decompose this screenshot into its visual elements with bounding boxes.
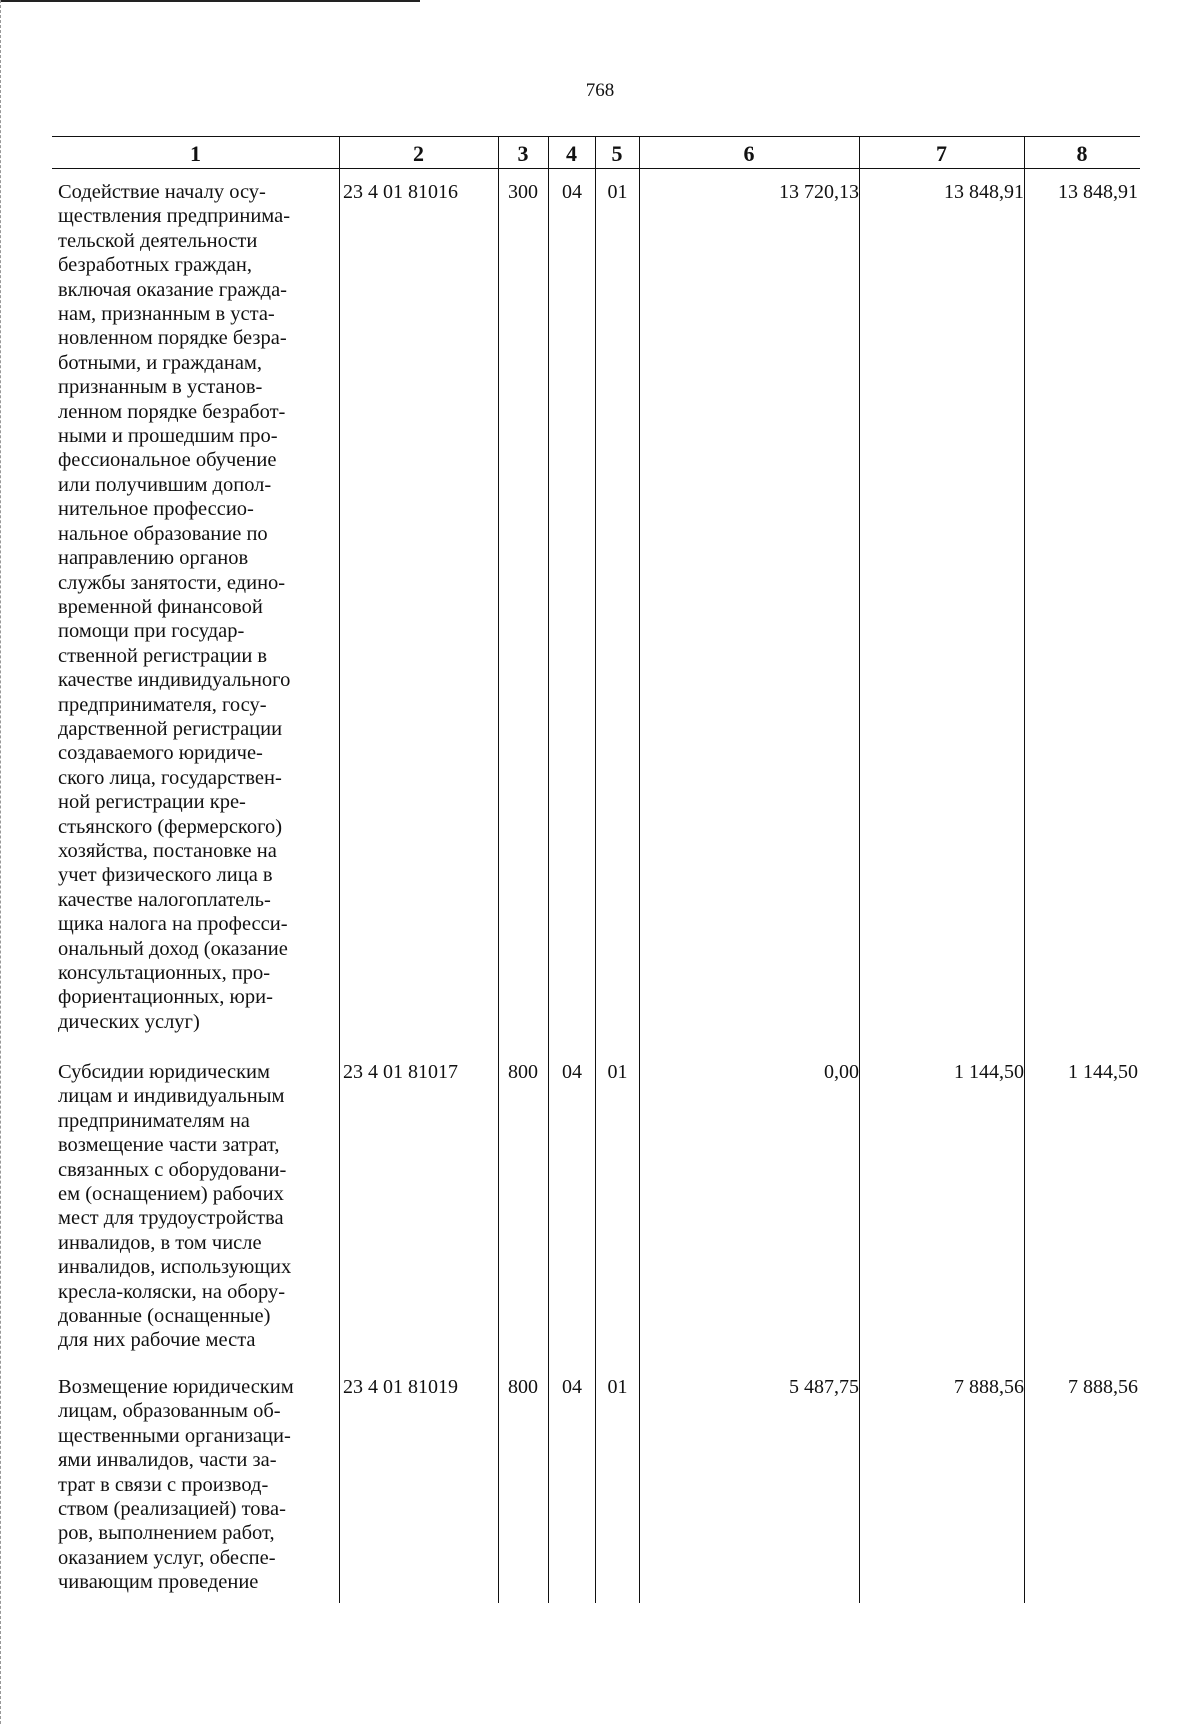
- row-col-8: 13 848,91: [1058, 181, 1138, 203]
- row-description: Возмещение юридическим лицам, образованным об- щественными организаци- ями инвалидов, части за- трат в связи с производ- ством (реализацией) това- ров, выполнением работ, оказанием услуг, обеспе- чивающим проведение: [58, 1376, 294, 1594]
- row-col-5: 01: [607, 1376, 628, 1398]
- header-col-7: 7: [936, 141, 947, 166]
- scan-top-edge: [0, 0, 420, 2]
- header-col-5: 5: [611, 141, 623, 166]
- page-number: 768: [585, 80, 615, 101]
- row-col-7: 1 144,50: [954, 1061, 1024, 1083]
- row-col-3: 800: [508, 1376, 538, 1398]
- row-code: 23 4 01 81016: [343, 181, 458, 203]
- row-col-4: 04: [562, 1376, 582, 1398]
- row-col-8: 1 144,50: [1068, 1061, 1138, 1083]
- row-col-6: 0,00: [824, 1061, 859, 1083]
- budget-table: [52, 136, 1140, 1603]
- row-col-6: 5 487,75: [789, 1376, 859, 1398]
- row-description: Содействие началу осу- ществления предпринима- тельской деятельности безработных граждан, включая оказание гражда- нам, признанным в уста- новленном порядке безра- ботными, и гражданам, признанным в установ- ленном порядке безработ- ными и прошедшим про- фессиональное обучение или получившим допол- нительное профессио- нальное образование по направлению органов службы занятости, едино- временной финансовой помощи при государ- ственной регистрации в качестве индивидуального предпринимателя, госу- дарственной регистрации создаваемого юридиче- ского лица, государствен- ной регистрации кре- стьянского (фермерского) хозяйства, постановке на учет физического лица в качестве налогоплатель- щика налога на професси- ональный доход (оказание консультационных, про- фориентационных, юри- дических услуг): [58, 181, 291, 1033]
- header-col-8: 8: [1076, 141, 1088, 166]
- row-description: Субсидии юридическим лицам и индивидуальным предпринимателям на возмещение части затрат, связанных с оборудовани- ем (оснащением) рабочих мест для трудоустройства инвалидов, в том числе инвалидов, использующих кресла-коляски, на обору- дованные (оснащенные) для них рабочие места: [58, 1061, 292, 1352]
- row-col-8: 7 888,56: [1068, 1376, 1138, 1398]
- row-col-7: 7 888,56: [954, 1376, 1024, 1398]
- row-code: 23 4 01 81017: [343, 1061, 458, 1083]
- table-header-rule: [52, 168, 1140, 169]
- row-code: 23 4 01 81019: [343, 1376, 458, 1398]
- header-col-4: 4: [566, 141, 577, 166]
- row-col-3: 800: [508, 1061, 538, 1083]
- header-col-1: 1: [190, 141, 201, 166]
- scan-left-margin: [0, 0, 3, 1724]
- row-col-5: 01: [607, 181, 628, 203]
- row-col-6: 13 720,13: [779, 181, 859, 203]
- table-top-rule: [52, 136, 1140, 137]
- row-col-4: 04: [562, 181, 582, 203]
- header-col-2: 2: [413, 141, 424, 166]
- row-col-4: 04: [562, 1061, 582, 1083]
- header-col-3: 3: [517, 141, 529, 166]
- header-col-6: 6: [743, 141, 755, 166]
- row-col-5: 01: [607, 1061, 628, 1083]
- row-col-3: 300: [508, 181, 538, 203]
- row-col-7: 13 848,91: [944, 181, 1024, 203]
